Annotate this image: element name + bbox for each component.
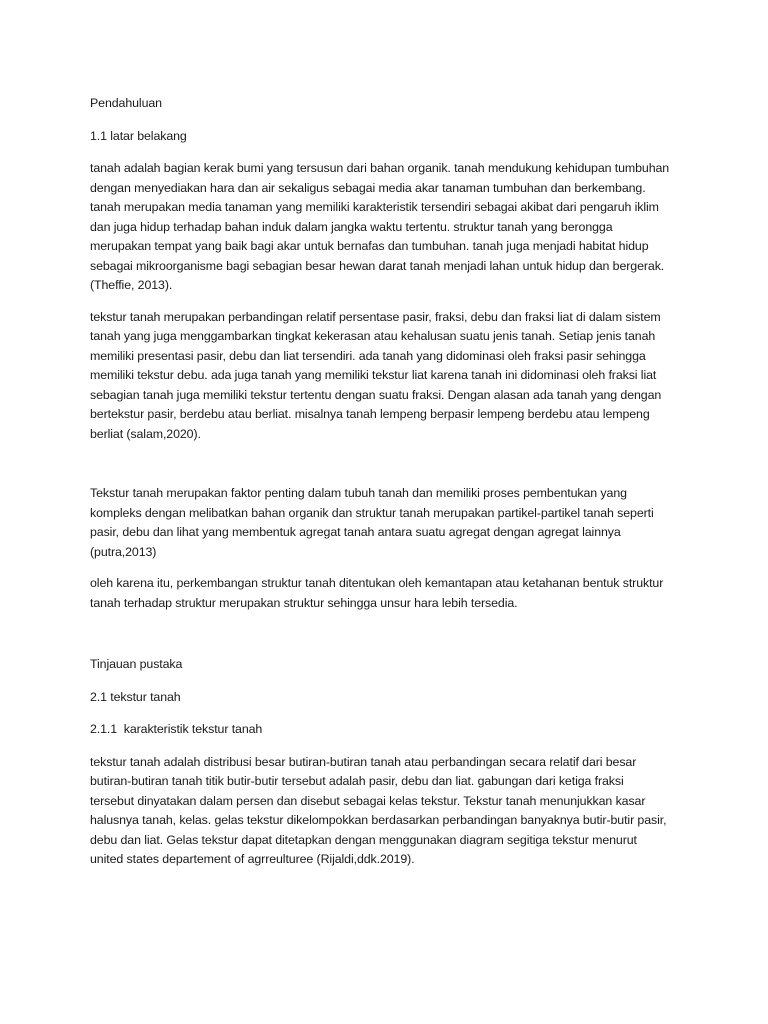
document-content bbox=[90, 94, 670, 882]
subsection-title-tekstur-tanah: 2.1 tekstur tanah bbox=[90, 689, 181, 704]
subsection-title-latar-belakang: 1.1 latar belakang bbox=[90, 128, 187, 143]
section-title-tinjauan-pustaka: Tinjauan pustaka bbox=[90, 657, 183, 671]
subsubsection-title-karakteristik: 2.1.1 karakteristik tekstur tanah bbox=[90, 722, 263, 736]
paragraph-5: tekstur tanah adalah distribusi besar butiran-butiran tanah atau perbandingan secara relatif dari besar butiran-butiran tanah titik butir-butir tersebut adalah pasir, debu dan liat. gabungan dari ketiga fraksi tersebut dinyatakan dalam persen dan disebut sebagai kelas tekstur. Tekstur tanah menunjukkan kasar halusnya tanah, kelas. gelas tekstur dikelompokkan berdasarkan perbandingan banyaknya butir-butir pasir, debu dan liat. Gelas tekstur dapat ditetapkan dengan menggunakan diagram segitiga tekstur menurut united states departement of agrreulturee (Rijaldi,ddk.2019). bbox=[90, 754, 667, 866]
paragraph-2: tekstur tanah merupakan perbandingan relatif persentase pasir, fraksi, debu dan fraksi liat di dalam sistem tanah yang juga menggambarkan tingkat kekerasan atau kehalusan suatu jenis tanah. Setiap jenis tanah memiliki presentasi pasir, debu dan liat tersendiri. ada tanah yang didominasi oleh fraksi pasir sehingga memiliki tekstur debu. ada juga tanah yang memiliki tekstur liat karena tanah ini didominasi oleh fraksi liat sebagian tanah juga memiliki tekstur tertentu dengan suatu fraksi. Dengan alasan ada tanah yang dengan bertekstur pasir, berdebu atau berliat. misalnya tanah lempeng berpasir lempeng berdebu atau lempeng berliat (salam,2020). bbox=[90, 309, 662, 441]
paragraph-3: Tekstur tanah merupakan faktor penting dalam tubuh tanah dan memiliki proses pembentukan yang kompleks dengan melibatkan bahan organik dan struktur tanah merupakan partikel-partikel tanah seperti pasir, debu dan lihat yang membentuk agregat tanah antara suatu agregat dengan agregat lainnya (putra,2013) bbox=[90, 486, 654, 559]
section-title-pendahuluan: Pendahuluan bbox=[90, 96, 162, 110]
blank-line bbox=[90, 625, 670, 655]
paragraph-1: tanah adalah bagian kerak bumi yang tersusun dari bahan organik. tanah mendukung kehidupan tumbuhan dengan menyediakan hara dan air sekaligus sebagai media akar tanaman tumbuhan dan berkembang. tanah merupakan media tanaman yang memiliki karakteristik tersendiri sebagai akibat dari pengaruh iklim dan juga hidup terhadap bahan induk dalam jangka waktu tertentu. struktur tanah yang berongga merupakan tempat yang baik bagi akar untuk bernafas dan tumbuhan. tanah juga menjadi habitat hidup sebagai mikroorganisme bagi sebagian besar hewan darat tanah menjadi lahan untuk hidup dan bergerak.(Theffie, 2013). bbox=[90, 161, 670, 292]
paragraph-4: oleh karena itu, perkembangan struktur tanah ditentukan oleh kemantapan atau ketahanan bentuk struktur tanah terhadap struktur merupakan struktur sehingga unsur hara lebih tersedia. bbox=[90, 576, 664, 610]
blank-line bbox=[90, 456, 670, 484]
